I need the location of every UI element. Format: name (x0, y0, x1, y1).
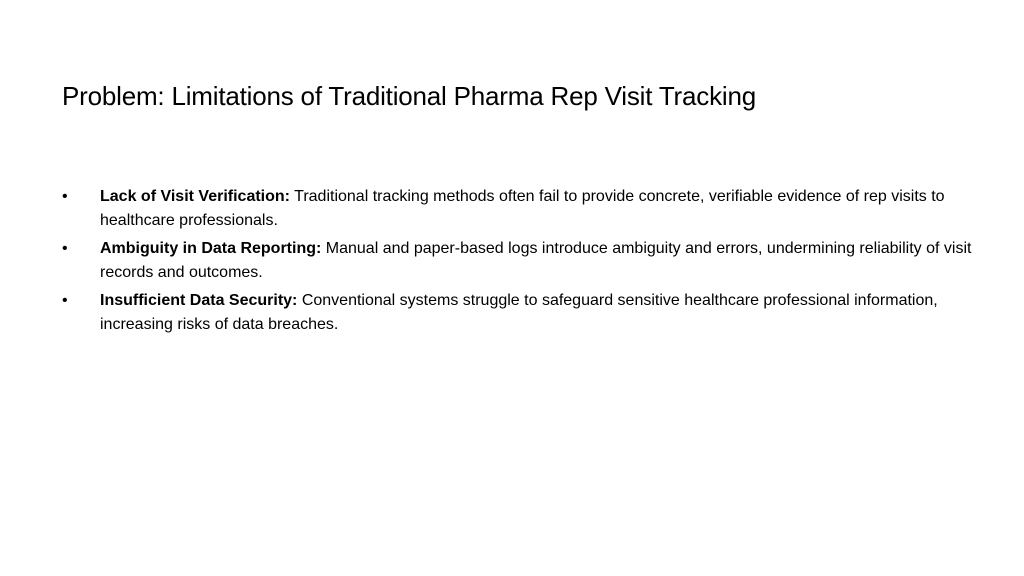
slide-title: Problem: Limitations of Traditional Pharma Rep Visit Tracking (62, 81, 756, 111)
bullet-text: Manual and paper-based logs introduce ambiguity and errors, undermining reliability of visit records and outcomes. (100, 240, 972, 281)
bullet-marker: • (62, 188, 68, 205)
bullet-text: Traditional tracking methods often fail to provide concrete, verifiable evidence of rep visits to healthcare professionals. (100, 188, 945, 229)
bullet-marker: • (62, 292, 68, 309)
bullet-list (62, 185, 972, 341)
bullet-heading: Insufficient Data Security: (100, 292, 298, 309)
bullet-marker: • (62, 240, 68, 257)
bullet-item-visit-verification (62, 185, 972, 233)
bullet-item-data-reporting (62, 237, 972, 285)
bullet-heading: Lack of Visit Verification: (100, 188, 290, 205)
bullet-heading: Ambiguity in Data Reporting: (100, 240, 322, 257)
bullet-item-data-security (62, 289, 972, 337)
bullet-text: Conventional systems struggle to safeguard sensitive healthcare professional information, increasing risks of data breaches. (100, 292, 938, 333)
